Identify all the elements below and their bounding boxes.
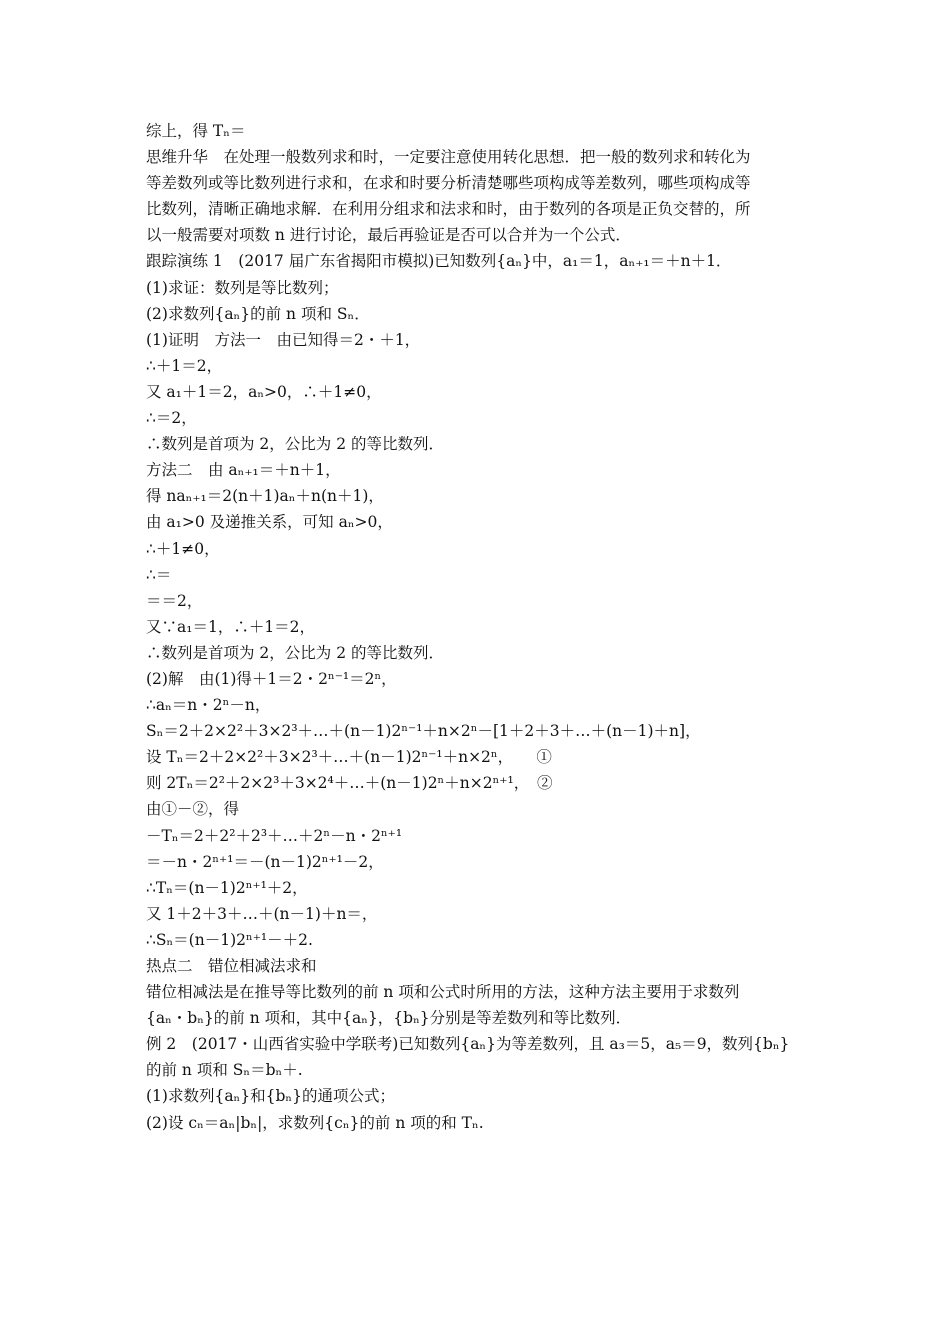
text-line: 得 naₙ₊₁＝2(n＋1)aₙ＋n(n＋1)， [146,487,384,506]
text-line-exercise-1: 跟踪演练 1 (2017 届广东省揭阳市模拟)已知数列{aₙ}中，a₁＝1，aₙ₊₁＝＋n＋1． [146,252,732,271]
text-line: (2)设 cₙ＝aₙ|bₙ|，求数列{cₙ}的前 n 项的和 Tₙ. [146,1113,484,1132]
text-line-summary: 综上，得 Tₙ＝ [146,122,246,140]
text-line: ∴数列是首项为 2，公比为 2 的等比数列． [146,435,445,454]
text-line: 错位相减法是在推导等比数列的前 n 项和公式时所用的方法，这种方法主要用于求数列 [146,983,740,1002]
text-line-thinking-1: 思维升华 在处理一般数列求和时，一定要注意使用转化思想．把一般的数列求和转化为 [146,148,751,167]
text-line: ∴aₙ＝n・2ⁿ－n， [146,696,271,715]
text-line-q1: (1)求证：数列是等比数列； [146,278,339,297]
text-line-proof: (1)证明 方法一 由已知得＝2・＋1， [146,330,421,349]
text-line: ∴Sₙ＝(n－1)2ⁿ⁺¹－＋2. [146,930,313,949]
text-line: ∴Tₙ＝(n－1)2ⁿ⁺¹＋2， [146,878,308,897]
text-line: －Tₙ＝2＋2²＋2³＋…＋2ⁿ－n・2ⁿ⁺¹ [146,826,403,845]
text-line: 的前 n 项和 Sₙ＝bₙ＋. [146,1061,303,1080]
text-line: ∴＝ [146,565,172,584]
text-line-thinking-3: 比数列，清晰正确地求解．在利用分组求和法求和时，由于数列的各项是正负交替的，所 [146,200,751,219]
text-line: ∴＝2， [146,409,197,428]
text-line: {aₙ・bₙ}的前 n 项和，其中{aₙ}，{bₙ}分别是等差数列和等比数列． [146,1009,632,1028]
text-line: 又 1＋2＋3＋…＋(n－1)＋n＝， [146,904,378,923]
text-line: 又 a₁＋1＝2，aₙ>0，∴＋1≠0， [146,382,382,401]
text-line: (1)求数列{aₙ}和{bₙ}的通项公式； [146,1087,395,1106]
text-line: 由 a₁>0 及递推关系，可知 aₙ>0， [146,513,393,532]
text-line-q2: (2)求数列{aₙ}的前 n 项和 Sₙ． [146,304,370,323]
text-line-solution-2: (2)解 由(1)得＋1＝2・2ⁿ⁻¹＝2ⁿ， [146,669,397,688]
text-line-equation-1: 设 Tₙ＝2＋2×2²＋3×2³＋…＋(n－1)2ⁿ⁻¹＋n×2ⁿ， ① [146,748,552,767]
text-line-example-2: 例 2 (2017・山西省实验中学联考)已知数列{aₙ}为等差数列，且 a₃＝5，a₅＝9，数列{bₙ} [146,1035,790,1054]
text-line-thinking-4: 以一般需要对项数 n 进行讨论，最后再验证是否可以合并为一个公式． [146,226,631,245]
text-line-equation-2: 则 2Tₙ＝2²＋2×2³＋3×2⁴＋…＋(n－1)2ⁿ＋n×2ⁿ⁺¹， ② [146,774,553,793]
text-line: ∴＋1≠0， [146,539,220,558]
text-line: ∴＋1＝2， [146,356,223,375]
text-line-thinking-2: 等差数列或等比数列进行求和，在求和时要分析清楚哪些项构成等差数列，哪些项构成等 [146,174,751,193]
text-line: ＝－n・2ⁿ⁺¹＝－(n－1)2ⁿ⁺¹－2， [146,852,384,871]
text-line: ＝＝2， [146,591,203,610]
text-line: ∴数列是首项为 2，公比为 2 的等比数列． [146,643,445,662]
text-line-method-2: 方法二 由 aₙ₊₁＝＋n＋1， [146,461,341,480]
text-line: 由①－②，得 [146,800,240,819]
text-line: Sₙ＝2＋2×2²＋3×2³＋…＋(n－1)2ⁿ⁻¹＋n×2ⁿ－[1＋2＋3＋…＋(n－1)＋n]， [146,722,701,741]
document-page [146,118,816,1136]
text-line: 又∵a₁＝1，∴＋1＝2， [146,617,316,636]
section-heading-hotspot-2: 热点二 错位相减法求和 [146,957,317,975]
